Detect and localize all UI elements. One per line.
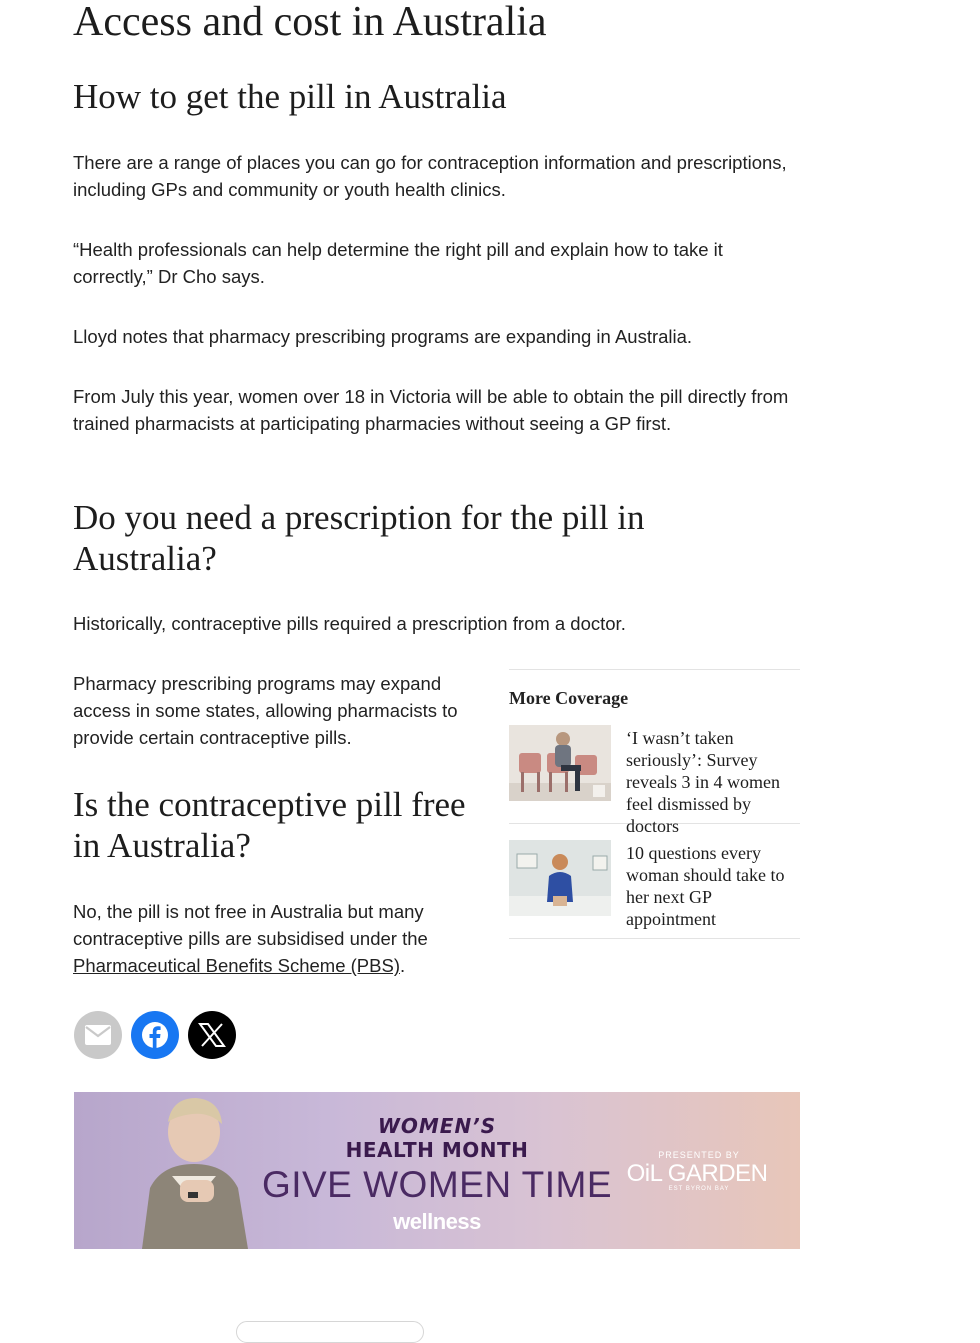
waiting-room-image	[509, 725, 611, 801]
coverage-thumbnail[interactable]	[509, 725, 611, 801]
heading-how-to-get-pill: How to get the pill in Australia	[73, 77, 507, 116]
share-x-button[interactable]	[188, 1011, 236, 1059]
paragraph-historically: Historically, contraceptive pills required a prescription from a doctor.	[73, 613, 626, 634]
more-coverage-title: More Coverage	[509, 688, 629, 708]
coverage-thumbnail[interactable]	[509, 840, 611, 916]
paragraph-places: There are a range of places you can go for contraception information and prescriptions, including GPs and community or youth health clinics.	[73, 152, 787, 200]
bottom-button-partial[interactable]	[236, 1321, 424, 1343]
banner-give-women-time: GIVE WOMEN TIME	[261, 1164, 613, 1205]
share-buttons	[74, 1011, 236, 1059]
heading-prescription: Do you need a prescription for the pill in Australia?	[73, 498, 645, 578]
womens-health-month-banner[interactable]	[74, 1092, 800, 1249]
coverage-headline[interactable]: ‘I wasn’t taken seriously’: Survey reveals 3 in 4 women feel dismissed by doctors	[626, 728, 780, 836]
banner-presented-by: PRESENTED BY	[658, 1150, 740, 1160]
section-title: Access and cost in Australia	[73, 0, 547, 45]
paragraph-not-free-text: No, the pill is not free in Australia but many contraceptive pills are subsidised under the	[73, 901, 428, 949]
email-icon	[85, 1025, 111, 1045]
paragraph-pharmacy-programs: Lloyd notes that pharmacy prescribing programs are expanding in Australia.	[73, 326, 693, 347]
paragraph-not-free-end: .	[399, 955, 406, 976]
banner-brand-subtitle: EST BYRON BAY	[668, 1186, 730, 1192]
share-facebook-button[interactable]	[131, 1011, 179, 1059]
paragraph-pharmacy-expand: Pharmacy prescribing programs may expand access in some states, allowing pharmacists to provide certain contraceptive pills.	[73, 673, 458, 748]
share-email-button[interactable]	[74, 1011, 122, 1059]
banner-wellness-logo: wellness	[393, 1209, 481, 1234]
banner-womens: WOMEN’S	[377, 1114, 497, 1138]
paragraph-health-professionals: “Health professionals can help determine the right pill and explain how to take it correctly,” Dr Cho says.	[73, 239, 723, 287]
more-coverage	[509, 669, 800, 955]
banner-brand-logo: OiL GARDEN	[626, 1160, 768, 1187]
banner-health-month: HEALTH MONTH	[345, 1138, 529, 1162]
coverage-item[interactable]	[509, 725, 800, 836]
doctor-office-image	[509, 840, 611, 916]
coverage-headline[interactable]: 10 questions every woman should take to her next GP appointment	[626, 843, 785, 929]
facebook-icon	[141, 1021, 169, 1049]
paragraph-victoria: From July this year, women over 18 in Victoria will be able to obtain the pill directly from trained pharmacists at participating pharmacies without seeing a GP first.	[73, 386, 789, 434]
pbs-link[interactable]: Pharmaceutical Benefits Scheme (PBS)	[73, 955, 400, 976]
paragraph-not-free	[73, 898, 493, 979]
coverage-item[interactable]	[509, 840, 800, 939]
heading-pill-free: Is the contraceptive pill free in Australia?	[73, 785, 466, 865]
x-icon	[199, 1023, 225, 1047]
